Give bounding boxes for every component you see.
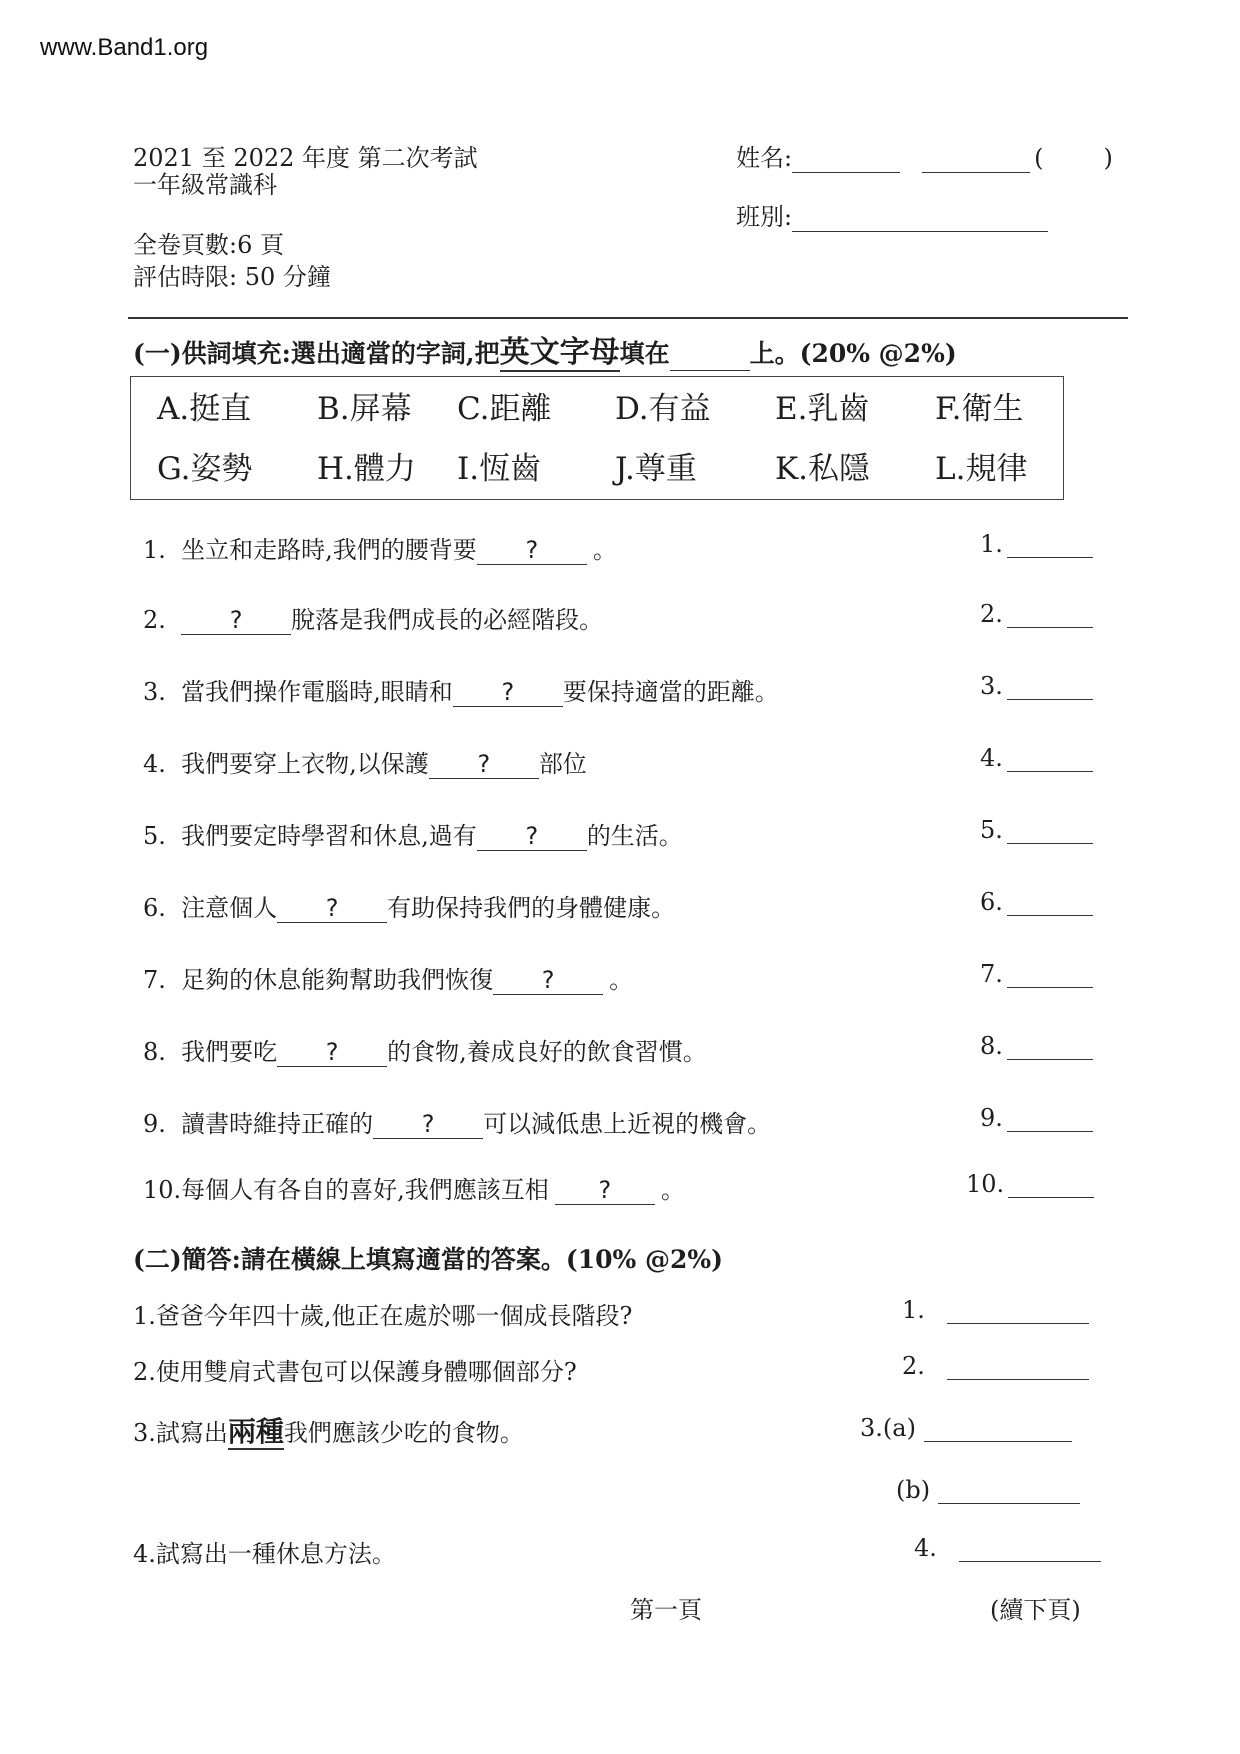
question-blank[interactable]: ? (555, 1176, 655, 1205)
section1-title-emphasis: 英文字母 (499, 335, 620, 370)
answer-1[interactable]: 1. (980, 530, 1093, 558)
page-number: 第一頁 (630, 1596, 702, 1624)
short-question-3-emphasis: 兩種 (227, 1415, 284, 1448)
page-count: 全卷頁數:6 頁 (133, 231, 284, 259)
question-blank[interactable]: ? (277, 1038, 387, 1067)
word-option: D.有益 (615, 391, 711, 427)
answer-5[interactable]: 5. (980, 816, 1093, 844)
question-blank[interactable]: ? (493, 966, 603, 995)
subject: 一年級常識科 (133, 171, 277, 199)
time-limit: 評估時限: 50 分鐘 (133, 263, 331, 291)
answer-9[interactable]: 9. (980, 1104, 1093, 1132)
question-blank[interactable]: ? (453, 678, 563, 707)
answer-2[interactable]: 2. (980, 600, 1093, 628)
section1-title-blank (670, 370, 750, 371)
short-question-2: 2.使用雙肩式書包可以保護身體哪個部分? (133, 1358, 577, 1386)
word-option: J.尊重 (615, 451, 697, 487)
question-7: 7. 足夠的休息能夠幫助我們恢復 ? 。 (143, 966, 634, 994)
question-blank[interactable]: ? (429, 750, 539, 779)
question-blank[interactable]: ? (477, 536, 587, 565)
question-6: 6. 注意個人 ? 有助保持我們的身體健康。 (143, 894, 676, 922)
answer-8[interactable]: 8. (980, 1032, 1093, 1060)
section1-title: (一)供詞填充:選出適當的字詞,把英文字母填在 上。(20% @2%) (133, 335, 957, 370)
question-blank[interactable]: ? (373, 1110, 483, 1139)
answer-3[interactable]: 3. (980, 672, 1093, 700)
word-option: E.乳齒 (775, 391, 870, 427)
exam-year: 2021 至 2022 年度 第二次考試 (133, 144, 478, 172)
short-answer-4[interactable]: 4. (914, 1534, 1101, 1562)
question-8: 8. 我們要吃 ? 的食物,養成良好的飲食習慣。 (143, 1038, 707, 1066)
answer-6[interactable]: 6. (980, 888, 1093, 916)
word-option: K.私隱 (775, 451, 871, 487)
short-question-4: 4.試寫出一種休息方法。 (133, 1540, 396, 1568)
header-divider (128, 317, 1128, 319)
question-9: 9. 讀書時維持正確的 ? 可以減低患上近視的機會。 (143, 1110, 772, 1138)
question-1: 1. 坐立和走路時,我們的腰背要 ? 。 (143, 536, 617, 564)
word-option: F.衛生 (935, 391, 1024, 427)
word-option: A.挺直 (157, 391, 252, 427)
short-answer-1[interactable]: 1. (902, 1296, 1089, 1324)
short-question-3: 3.試寫出兩種我們應該少吃的食物。 (133, 1415, 524, 1448)
short-answer-3a[interactable]: 3.(a) (860, 1414, 1072, 1442)
answer-10[interactable]: 10. (966, 1170, 1094, 1198)
name-label: 姓名: (736, 144, 793, 172)
short-answer-2[interactable]: 2. (902, 1352, 1089, 1380)
question-blank[interactable]: ? (181, 606, 291, 635)
word-bank (130, 376, 1064, 500)
class-number-close: ) (1103, 144, 1113, 172)
class-line[interactable] (792, 231, 1048, 232)
question-blank[interactable]: ? (477, 822, 587, 851)
question-3: 3. 當我們操作電腦時,眼睛和 ? 要保持適當的距離。 (143, 678, 779, 706)
question-2: 2. ? 脫落是我們成長的必經階段。 (143, 606, 604, 634)
name-line[interactable] (792, 172, 900, 173)
site-url: www.Band1.org (40, 34, 209, 61)
short-answer-3b[interactable]: (b) (896, 1476, 1080, 1504)
word-option: G.姿勢 (157, 451, 253, 487)
name-line-2[interactable] (922, 172, 1030, 173)
section2-title: (二)簡答:請在橫線上填寫適當的答案。(10% @2%) (133, 1245, 723, 1274)
word-option: H.體力 (317, 451, 416, 487)
answer-7[interactable]: 7. (980, 960, 1093, 988)
word-option: B.屏幕 (317, 391, 412, 427)
continued-note: (續下頁) (990, 1596, 1081, 1624)
answer-4[interactable]: 4. (980, 744, 1093, 772)
class-field[interactable] (736, 202, 1048, 232)
class-number-open: ( (1034, 144, 1044, 172)
word-option: L.規律 (935, 451, 1028, 487)
question-4: 4. 我們要穿上衣物,以保護 ? 部位 (143, 750, 587, 778)
question-blank[interactable]: ? (277, 894, 387, 923)
name-field[interactable] (736, 143, 1113, 173)
question-5: 5. 我們要定時學習和休息,過有 ? 的生活。 (143, 822, 683, 850)
class-label: 班別: (736, 203, 793, 231)
short-question-1: 1.爸爸今年四十歲,他正在處於哪一個成長階段? (133, 1302, 633, 1330)
question-10: 10.每個人有各自的喜好,我們應該互相 ? 。 (143, 1176, 685, 1204)
word-option: I.恆齒 (457, 451, 542, 487)
word-option: C.距離 (457, 391, 552, 427)
